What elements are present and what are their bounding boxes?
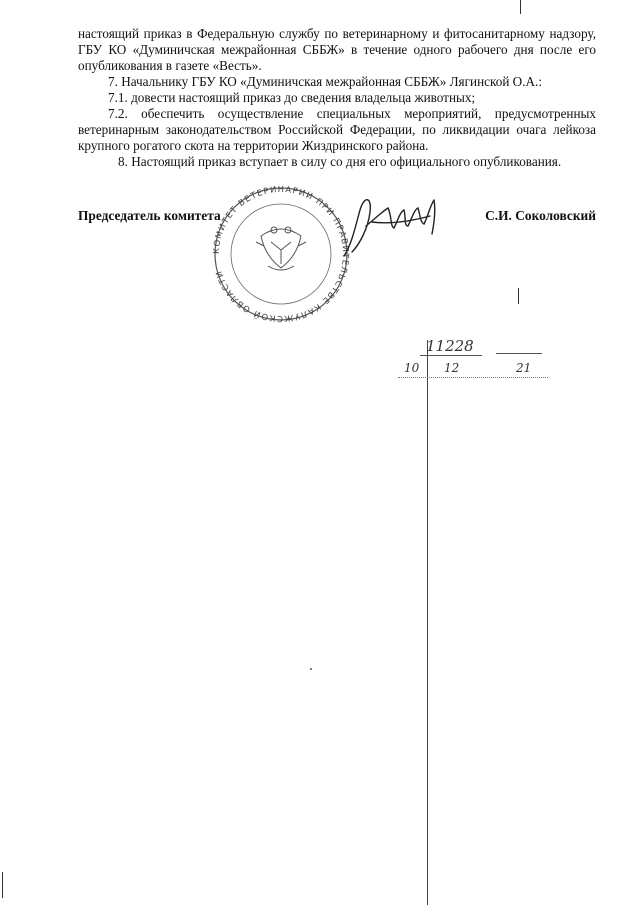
body-text: [78, 26, 596, 170]
scan-speck: [310, 668, 312, 670]
coat-of-arms-icon: [256, 227, 306, 270]
fold-line: [427, 340, 428, 905]
registration-date-day: 10: [404, 361, 420, 375]
signatory-name: С.И. Соколовский: [485, 208, 596, 223]
paragraph-item-7-2: 7.2. обеспечить осуществление специальных мероприятий, предусмотренных ветеринарным законодательством Российской Федерации, по ликвидации очага лейкоза крупного рогатого скота на территории Жиздринского района.: [78, 106, 596, 153]
signatory-role: Председатель комитета: [78, 208, 221, 223]
paragraph-item-7-1: 7.1. довести настоящий приказ до сведения владельца животных;: [108, 90, 476, 105]
paragraph-item-8: 8. Настоящий приказ вступает в силу со дня его официального опубликования.: [118, 154, 562, 169]
handwritten-signature: [338, 186, 448, 266]
registration-note: [380, 335, 560, 385]
registration-date-year: 21: [516, 361, 532, 375]
paragraph-continuation: настоящий приказ в Федеральную службу по ветеринарному и фитосанитарному надзору, ГБУ КО «Думиничская межрайонная СББЖ» в течение одного рабочего дня после его опубликования в газете «Весть».: [78, 26, 596, 73]
page-edge-line-mid: [518, 288, 519, 304]
page-edge-line-top: [520, 0, 521, 14]
page-edge-line-bottom: [2, 872, 3, 898]
registration-date-month: 12: [444, 361, 460, 375]
registration-number-underline: [420, 355, 482, 356]
registration-dash: [496, 353, 542, 354]
registration-number: 11228: [426, 337, 474, 355]
registration-date-line: [398, 377, 548, 378]
paragraph-item-7: 7. Начальнику ГБУ КО «Думиничская межрайонная СББЖ» Лягинской О.А.:: [108, 74, 542, 89]
seal-text: КОМИТЕТ ВЕТЕРИНАРИИ ПРИ ПРАВИТЕЛЬСТВЕ КАЛУЖСКОЙ ОБЛАСТИ: [210, 184, 352, 324]
